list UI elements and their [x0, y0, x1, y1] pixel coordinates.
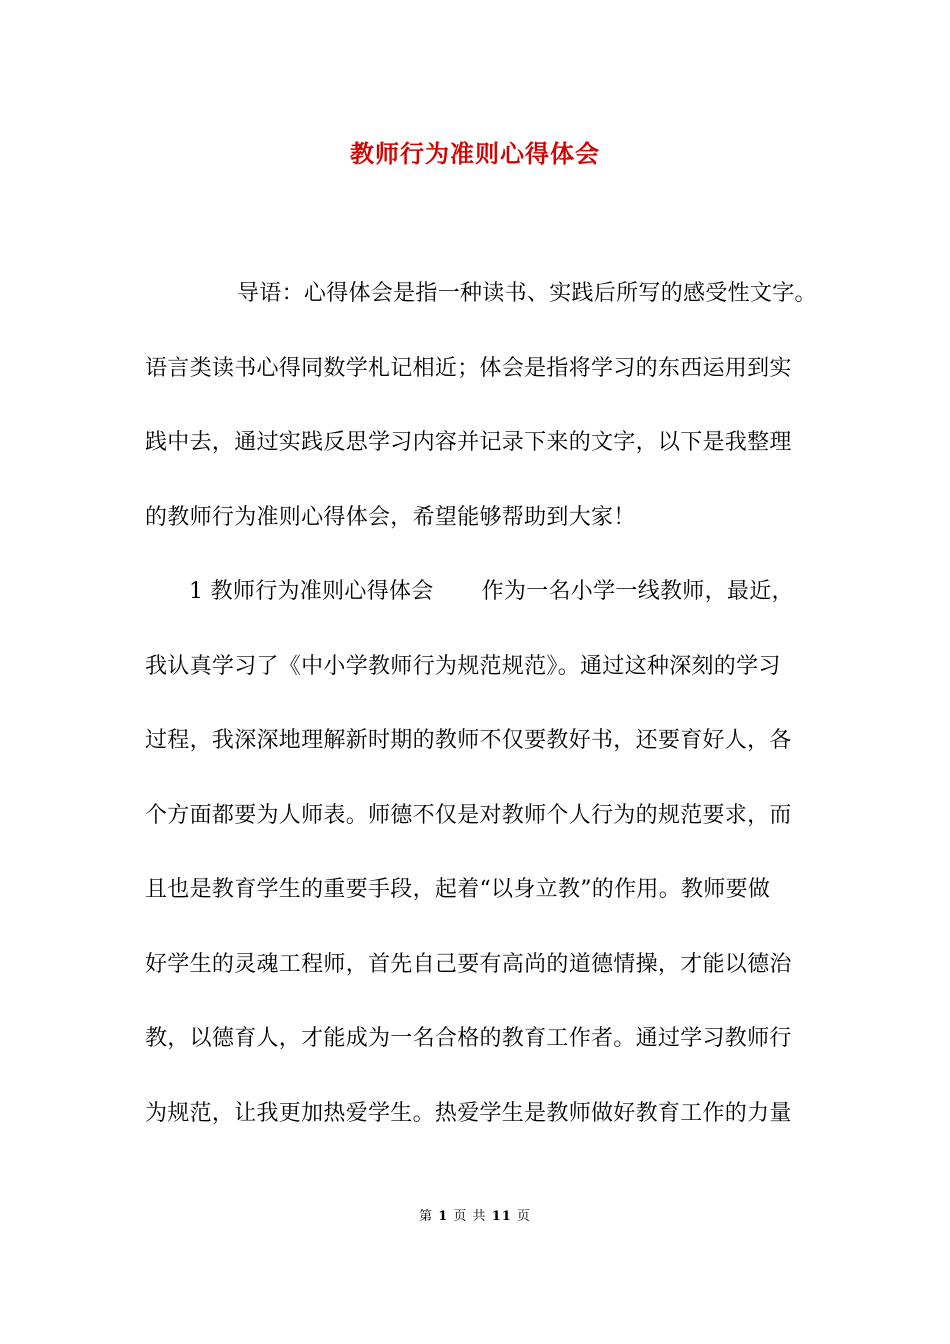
paragraph-line: 为规范，让我更加热爱学生。热爱学生是教师做好教育工作的力量: [145, 1100, 792, 1126]
paragraph-line: 个方面都要为人师表。师德不仅是对教师个人行为的规范要求，而: [145, 802, 792, 828]
paragraph-line: 践中去，通过实践反思学习内容并记录下来的文字，以下是我整理: [145, 430, 792, 455]
page-total: 11: [491, 1209, 512, 1224]
footer-suffix: 页: [516, 1209, 531, 1224]
section-heading-line: [145, 574, 810, 649]
document-title: 教师行为准则心得体会: [350, 139, 600, 168]
paragraph-line: 且也是教育学生的重要手段，起着“以身立教”的作用。教师要做: [145, 877, 771, 902]
footer-middle: 页 共: [453, 1209, 487, 1224]
section-heading: 1 教师行为准则心得体会: [189, 579, 434, 604]
paragraph-line: 教，以德育人，才能成为一名合格的教育工作者。通过学习教师行: [145, 1026, 792, 1051]
paragraph-line: 我认真学习了《中小学教师行为规范规范》。通过这种深刻的学习: [145, 653, 781, 679]
paragraph-line: 导语：心得体会是指一种读书、实践后所写的感受性文字。: [237, 281, 817, 306]
paragraph-line: 过程，我深深地理解新时期的教师不仅要教好书，还要育好人，各: [145, 728, 792, 753]
paragraph-line: 语言类读书心得同数学札记相近；体会是指将学习的东西运用到实: [145, 355, 792, 381]
page-footer: [0, 1207, 950, 1227]
page-number: 1: [438, 1209, 449, 1224]
document-body: [145, 276, 817, 1170]
paragraph-line: 作为一名小学一线教师，最近，: [481, 579, 794, 604]
paragraph-line: 的教师行为准则心得体会，希望能够帮助到大家！: [145, 504, 636, 530]
paragraph-line: 好学生的灵魂工程师，首先自己要有高尚的道德情操，才能以德治: [145, 951, 792, 977]
footer-prefix: 第: [419, 1209, 434, 1224]
